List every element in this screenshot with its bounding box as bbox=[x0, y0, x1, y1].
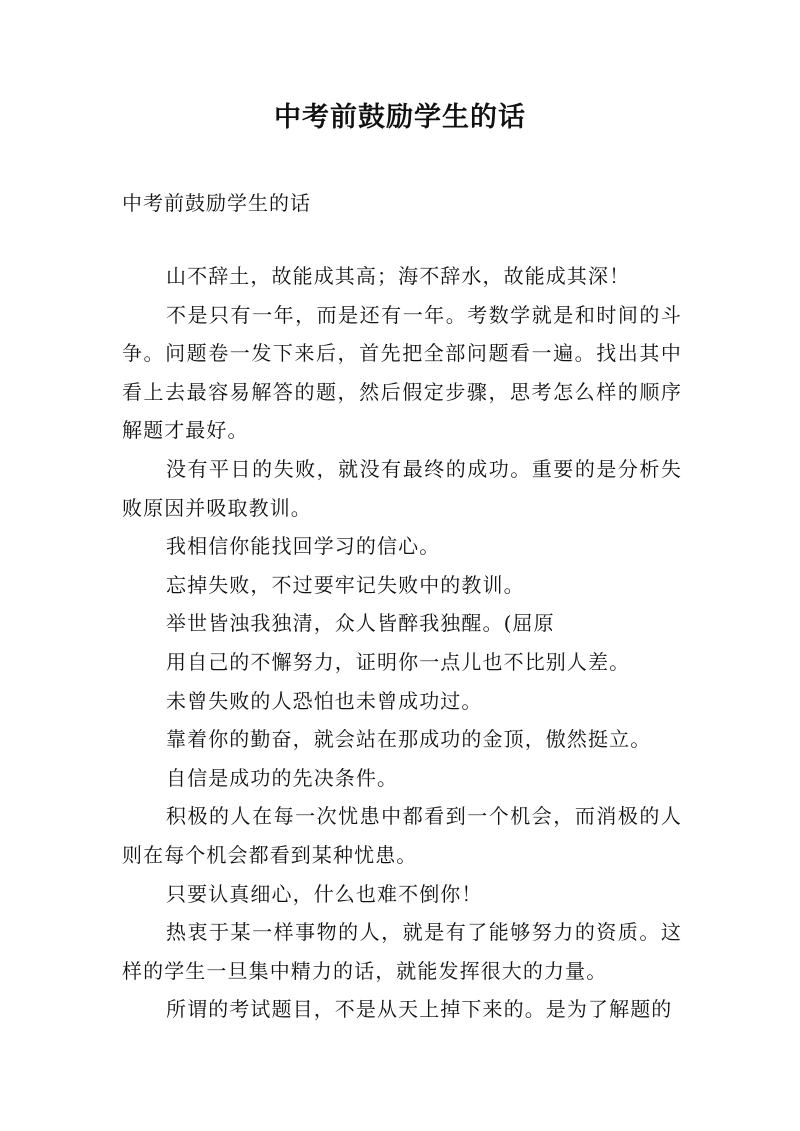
paragraph: 自信是成功的先决条件。 bbox=[166, 765, 399, 790]
paragraph: 没有平日的失败，就没有最终的成功。重要的是分析失败原因并吸取教训。 bbox=[122, 456, 682, 520]
paragraph: 山不辞土，故能成其高；海不辞水，故能成其深！ bbox=[166, 264, 631, 288]
paragraph: 靠着你的勤奋，就会站在那成功的金顶，傲然挺立。 bbox=[166, 727, 652, 752]
paragraph: 举世皆浊我独清，众人皆醉我独醒。(屈原 bbox=[166, 611, 555, 636]
paragraph: 忘掉失败，不过要牢记失败中的教训。 bbox=[166, 572, 525, 597]
paragraph: 热衷于某一样事物的人，就是有了能够努力的资质。这样的学生一旦集中精力的话，就能发挥很大的力量。 bbox=[122, 920, 682, 983]
paragraph: 积极的人在每一次忧患中都看到一个机会，而消极的人则在每个机会都看到某种忧患。 bbox=[122, 804, 682, 867]
paragraph: 不是只有一年，而是还有一年。考数学就是和时间的斗争。问题卷一发下来后，首先把全部问题看一遍。找出其中看上去最容易解答的题，然后假定步骤，思考怎么样的顺序解题才最好。 bbox=[122, 302, 682, 443]
document-body bbox=[122, 257, 682, 1029]
paragraph: 未曾失败的人恐怕也未曾成功过。 bbox=[166, 688, 483, 713]
paragraph: 用自己的不懈努力，证明你一点儿也不比别人差。 bbox=[166, 649, 631, 674]
paragraph: 只要认真细心，什么也难不倒你！ bbox=[166, 881, 483, 906]
paragraph: 我相信你能找回学习的信心。 bbox=[166, 534, 441, 559]
document-subtitle: 中考前鼓励学生的话 bbox=[122, 191, 311, 215]
document-title: 中考前鼓励学生的话 bbox=[274, 102, 526, 133]
paragraph: 所谓的考试题目，不是从天上掉下来的。是为了解题的 bbox=[166, 997, 673, 1022]
